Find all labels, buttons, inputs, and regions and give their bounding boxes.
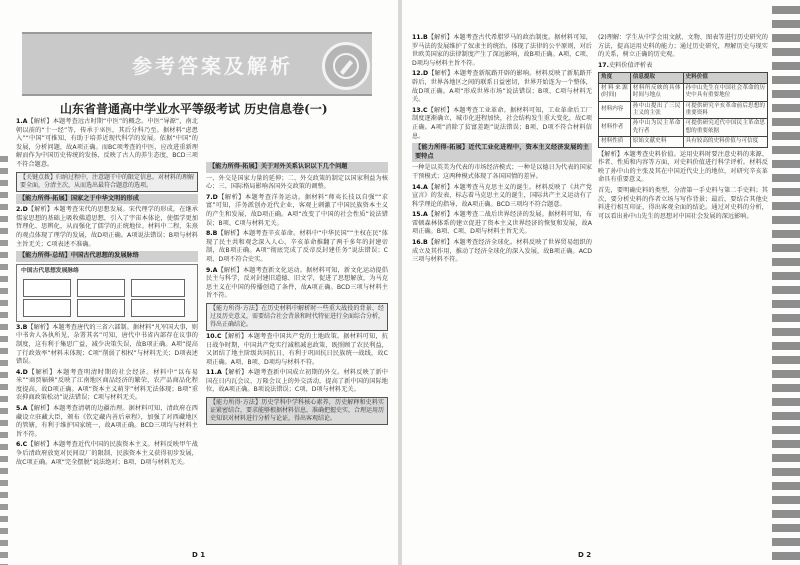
banner-title: 参考答案及解析 <box>132 54 293 78</box>
answer-text: 首先，要明确史料的类型，分清第一手史料与第二手史料；其次，要分析史料的作者立场与写作背景；最后，要结合其他史料进行相互印证，得出客观全面的结论。通过对史料的分析，可以看出孙中山先生的思想对中国社会发展的深远影响。 <box>598 187 768 220</box>
answer-item <box>206 175 388 192</box>
table-cell: 材料来源(时间) <box>599 83 631 101</box>
question-number: 2.D <box>16 206 28 214</box>
answer-text: 一种是以英美为代表的市场经济模式；一种是以德日为代表的国家干预模式；这两种模式体现了各国国情的差异。 <box>412 164 592 180</box>
answer-text: 【解析】本题考查唐代的三省六部制。据材料“凡军国大事，则中书舍人各执所见，杂署其名”可知，唐代中书省内部存在议事的制度，这有利于集思广益，减少决策失误，故B项正确。A项“提高了行政效率”材料未体现；C项“削弱了相权”与材料无关；D项表述错误。 <box>16 323 198 366</box>
table-cell: 材料作者 <box>599 119 631 137</box>
answer-item <box>598 62 768 71</box>
section-heading: 【能力所得·总结】中国古代思想的发展脉络 <box>16 251 198 262</box>
diagram-node <box>131 299 185 317</box>
flow-diagram <box>16 264 198 322</box>
section-heading: 【能力所得·拓展】近代工业化进程中，资本主义经济发展的主要特点 <box>412 143 592 162</box>
answer-text: 【解析】本题考查史料价值。运用史料时要注意史料的来源、作者、性质和内容等方面，对史料价值进行科学评析。材料反映了孙中山的主张及其在中国近代史上的地位，对研究辛亥革命具有重要意义。 <box>598 150 768 184</box>
paper-title: 山东省普通高中学业水平等级考试 历史信息卷(一) <box>60 102 328 116</box>
left-edge-stripes <box>0 150 8 565</box>
answer-column-1 <box>16 118 198 538</box>
table-cell: 材料所反映的具体时间与地点 <box>630 83 683 101</box>
answer-text: 【解析】本题考查新航路开辟的影响。材料反映了新航路开辟后，世界各地区之间的联系日益密切，世界开始连为一个整体，故D项正确。A项“形成世界市场”说法错误；B项、C项与材料无关。 <box>412 70 592 104</box>
diagram-title: 中国古代思想发展脉络 <box>21 267 79 274</box>
diagram-node <box>23 299 71 317</box>
answer-text: 一、外交是国家力量的延伸；二、外交政策的制定以国家利益为核心；三、国际格局影响各国外交政策的调整。 <box>206 174 388 191</box>
tip-box: 【能力所得·方法】历史学科中学科核心素养，历史解释和史料实证紧密结合，要求能够根据材料信息，准确把握史实，合理运用历史知识对材料进行分析与论证，得出客观结论。 <box>206 397 388 425</box>
answer-text: 【解析】本题考查经济全球化。材料反映了世界贸易组织的成立及其作用，推动了经济全球化的深入发展，故B项正确。ACD三项与材料不符。 <box>412 239 592 264</box>
answer-item <box>16 206 198 249</box>
table-header: 信息提取 <box>630 73 683 83</box>
table-header: 史料价值 <box>683 73 767 83</box>
answer-item <box>412 107 592 141</box>
question-number: 10.C <box>206 332 222 340</box>
table-row <box>599 137 768 147</box>
page-number-right: D 2 <box>578 551 592 559</box>
question-number: 11.B <box>412 34 428 41</box>
question-number: 1.A <box>16 118 28 125</box>
table-cell: 孙中山为民主革命先行者 <box>630 119 683 137</box>
answer-item <box>412 34 592 68</box>
answer-item <box>412 239 592 265</box>
answer-item <box>206 333 388 367</box>
question-number: 17. <box>598 61 609 69</box>
pen-emblem-icon <box>322 42 370 90</box>
answer-item <box>16 441 198 467</box>
answer-item <box>412 211 592 237</box>
tip-box: 【关键点拨】归纳过程中，注意题干中的限定信息。对材料的理解要全面，分清主次，从而选出最符合题意的选项。 <box>16 172 198 192</box>
answer-item <box>412 164 592 181</box>
answer-text: (2)理解：学生从中学会用文献、文物、图表等进行历史研究的方法，提高运用史料的能力；通过历史研究，理解历史与现实的关系，树立正确的历史观。 <box>598 34 768 59</box>
table-cell: 具有较高的史料价值与可信度 <box>683 137 767 147</box>
question-number: 9.A <box>206 266 218 274</box>
question-number: 5.A <box>16 405 28 413</box>
answer-text: 【解析】本题考查洋务运动。据材料“师夷长技以自强”“求富”可知，洋务派创办近代企业，客观上刺激了中国民族资本主义的产生和发展，故D项正确。A项“改变了中国的社会性质”说法错误；B项、C项与材料无关。 <box>206 193 388 227</box>
table-cell: 孙中山先生在中国社会革命的历史中具有重要地位 <box>683 83 767 101</box>
page-right <box>402 0 800 565</box>
answer-text: 【解析】本题考查工业革命。据材料可知，工业革命后工厂制度逐渐确立，城市化进程加快，社会结构发生重大变化，故C项正确。A项“消除了贫富差距”说法错误；B项、D项不符合材料信息。 <box>412 106 592 140</box>
answer-item <box>206 267 388 301</box>
question-number: 11.A <box>206 369 222 377</box>
question-number: 8.B <box>206 230 218 238</box>
answer-text: 【解析】本题考查中国共产党的土地政策。据材料可知，抗日战争时期，中国共产党实行减租减息政策，既照顾了农民利益，又团结了地主阶级共同抗日，有利于巩固抗日民族统一战线，故C项正确。A项、B项、D项均与材料不符。 <box>206 332 388 366</box>
diagram-node <box>23 279 71 297</box>
answer-item <box>412 70 592 104</box>
answer-item <box>598 151 768 185</box>
table-row <box>599 83 768 101</box>
answer-text: 【解析】本题考查远古时期“中医”的概念。中医“导源”，南北朝以前的“十一经”等，传承于巫医，其后分科乃至。据材料“虑患入”“中国”可推知，有助于培养近现代科学的发展。依据“中国”的发展，分析问题，故A项正确。而BC项考查的中医，应改进重新理解而作为中国历史传统的发扬，反映了古人的养生态度，BCD三项不符合题意。 <box>16 118 198 168</box>
answer-item <box>16 118 198 170</box>
answer-item <box>598 34 768 60</box>
diagram-node <box>131 279 185 297</box>
answer-text: 【解析】本题考查古代希腊罗马的政治制度。据材料可知，罗马法的发展维护了奴隶主的统治，体现了法律的公平原则，对后世欧美国家的法律制度产生了深远影响，故B项正确。A项、C项、D项均与材料主旨不符。 <box>412 34 592 67</box>
table-cell: 可提供研究辛亥革命前后思想的重要资料 <box>683 101 767 119</box>
answer-text: 【解析】本题考查清朝的边疆治理。据材料可知，清政府在西藏设立驻藏大臣，颁布《钦定藏内善后章程》，加强了对西藏地区的管辖，有利于维护国家统一，故A项正确。BCD三项均与材料主旨不符。 <box>16 405 198 438</box>
table-header: 角度 <box>599 73 631 83</box>
question-number: 12.D <box>412 70 429 78</box>
question-number: 16.B <box>412 239 428 247</box>
table-cell: 材料性质 <box>599 137 631 147</box>
question-number: 6.C <box>16 441 28 449</box>
question-number: 7.D <box>206 193 218 201</box>
page-left <box>0 0 398 565</box>
question-number: 3.B <box>16 323 28 331</box>
header-banner <box>22 32 372 96</box>
answer-text: 【解析】本题考查辛亥革命。材料中“中华民国”“主权在民”体现了民主共和观念深入人心，辛亥革命推翻了两千多年的封建帝制，故B项正确。A项“彻底完成了反帝反封建任务”说法错误；C项、D项不符合史实。 <box>206 230 388 263</box>
answer-text: 【解析】本题考查明清时期的社会经济。材料中“以布易米”“商贾辐辏”反映了江南地区商品经济的繁荣，农产品商品化程度提高，故D项正确。A项“资本主义萌芽”材料无法体现；B项“重农抑商政策松动”说法错误；C项与材料无关。 <box>16 368 198 402</box>
answer-text: 史料价值评析表 <box>608 61 653 69</box>
section-heading: 【能力所得·拓展】关于对外关系认识以下几个问题 <box>206 162 388 173</box>
answer-text: 【解析】本题考查宋代的思想发展。宋代理学的形成，在继承儒家思想的基础上吸收佛道思想，引入了宇宙本体论，使儒学更加哲理化、思辨化，从而强化了儒学的正统地位。材料中二程、朱熹的观点体现了理学的发展，故D项正确。A项说法错误；B项与材料主旨无关；C项表述不准确。 <box>16 206 198 248</box>
question-number: 14.A <box>412 183 428 191</box>
answer-column-4 <box>598 34 768 539</box>
tip-box: 【能力所得·方法】在历史材料中解析时一些重大战役的背景、经过及历史意义，需要结合社会背景和时代特征进行全面综合分析，得出正确结论。 <box>206 303 388 331</box>
table-row <box>599 119 768 137</box>
right-edge-stripes <box>772 0 800 565</box>
answer-item <box>206 230 388 264</box>
table-q17 <box>598 72 768 147</box>
answer-item <box>598 187 768 221</box>
table-cell: 材料内容 <box>599 101 631 119</box>
answer-item <box>206 194 388 228</box>
diagram-node <box>77 299 125 317</box>
answer-text: 【解析】本题考查新文化运动。据材料可知，新文化运动提倡民主与科学，反对封建旧道德、旧文学，促进了思想解放，为马克思主义在中国的传播创造了条件，故A项正确。BCD三项与材料主旨不符。 <box>206 266 388 300</box>
table-cell: 原始文献史料 <box>630 137 683 147</box>
page-number-left: D 1 <box>192 551 206 559</box>
question-number: 13.C <box>412 106 428 114</box>
answer-text: 【解析】本题考查近代中国的民族资本主义。材料反映甲午战争后清政府放宽对民间设厂的限制，民族资本主义获得初步发展，故C项正确。A项“完全摆脱”说法绝对；B项、D项与材料无关。 <box>16 441 198 466</box>
table-row <box>599 101 768 119</box>
answer-item <box>206 369 388 395</box>
question-number: 4.D <box>16 368 28 376</box>
answer-text: 【解析】本题考查二战后世界经济的发展。据材料可知，布雷顿森林体系的建立促进了资本主义世界经济的恢复和发展，故A项正确。B项、C项、D项与材料主旨无关。 <box>412 211 592 236</box>
answer-item <box>16 405 198 439</box>
answer-item <box>16 369 198 403</box>
section-heading: 【能力所得·拓展】国家之于中华文明的形成 <box>16 194 198 205</box>
diagram-node <box>77 279 125 297</box>
answer-text: 【解析】本题考查马克思主义的诞生。材料反映了《共产党宣言》的发表，标志着马克思主义的诞生，国际共产主义运动有了科学理论的指导，故A项正确。BCD三项均不符合题意。 <box>412 183 592 208</box>
answer-column-3 <box>412 34 592 539</box>
answer-column-2 <box>206 160 388 540</box>
table-cell: 孙中山提出了三民主义的主张 <box>630 101 683 119</box>
table-cell: 可提供研究近代中国民主革命思想的重要依据 <box>683 119 767 137</box>
answer-item <box>16 324 198 367</box>
answer-text: 【解析】本题考查新中国成立初期的外交。材料反映了新中国在日内瓦会议、万隆会议上的外交活动，提高了新中国的国际地位，故A项正确。B项说法错误；C项、D项与材料无关。 <box>206 369 388 394</box>
answer-item <box>412 184 592 210</box>
question-number: 15.A <box>412 211 428 219</box>
